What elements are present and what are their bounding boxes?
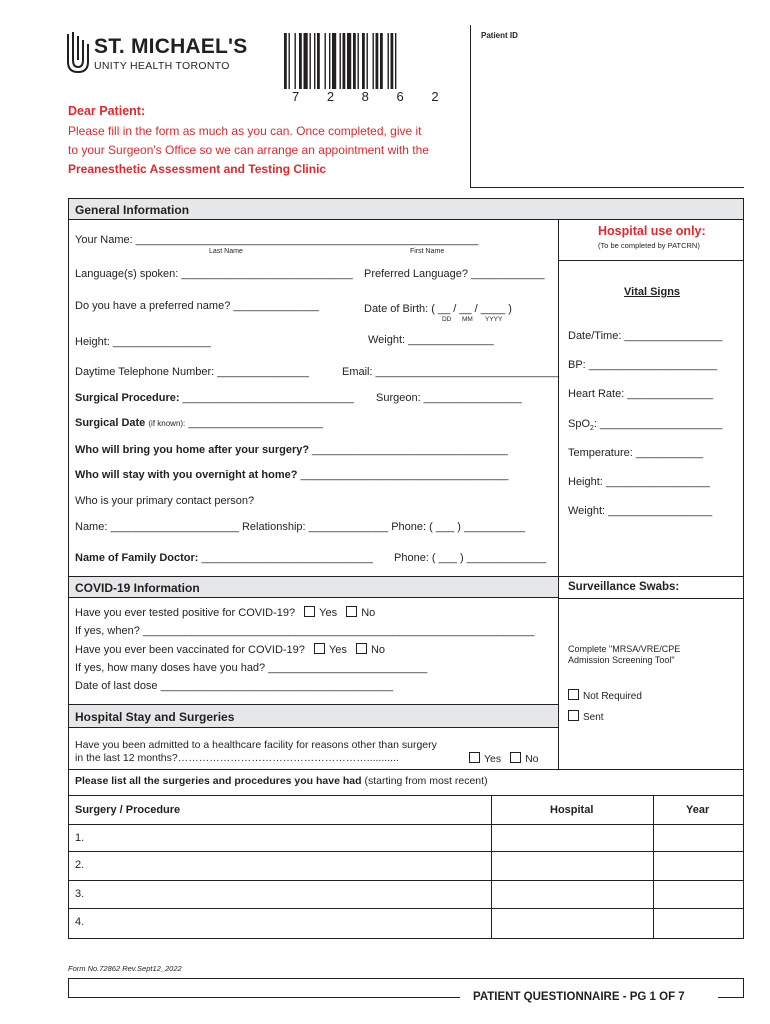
stay-header bbox=[69, 704, 558, 728]
surgeon-field[interactable]: Surgeon: ________________ bbox=[376, 392, 522, 404]
barcode bbox=[284, 33, 432, 88]
sent-checkbox[interactable] bbox=[568, 710, 579, 721]
contact-name-field[interactable]: Name: _____________________ Relationship: _____________ Phone: ( ___ ) __________ bbox=[75, 521, 526, 533]
vital-heart-rate: Heart Rate: ______________ bbox=[568, 388, 713, 400]
barcode-bar bbox=[380, 33, 383, 89]
stay-admitted-no-label: No bbox=[525, 753, 539, 765]
covid-title: COVID-19 Information bbox=[75, 581, 200, 595]
surgery-row-1[interactable]: 1. bbox=[75, 832, 85, 844]
barcode-bar bbox=[376, 33, 379, 89]
surgery-row-3[interactable]: 3. bbox=[75, 888, 85, 900]
hospital-use-title: Hospital use only: bbox=[598, 224, 706, 238]
general-info-title: General Information bbox=[75, 203, 190, 217]
surveillance-divider-2 bbox=[559, 598, 743, 599]
covid-header bbox=[69, 576, 558, 598]
height-field[interactable]: Height: ________________ bbox=[75, 336, 211, 348]
barcode-bar bbox=[325, 33, 326, 89]
stay-list-bold: Please list all the surgeries and procedures you have had bbox=[75, 775, 362, 787]
covid-tested-yes-label: Yes bbox=[319, 607, 338, 619]
covid-vaccinated-no-checkbox[interactable] bbox=[356, 643, 367, 654]
family-doctor-line: ____________________________ bbox=[201, 552, 373, 564]
intro-line-3: Preanesthetic Assessment and Testing Clinic bbox=[68, 162, 327, 176]
phone-field[interactable]: Daytime Telephone Number: _______________ bbox=[75, 366, 310, 378]
stay-admitted-2: in the last 12 months?………………………………………………........... bbox=[75, 752, 399, 764]
barcode-bar bbox=[362, 33, 365, 89]
barcode-bar bbox=[314, 33, 315, 89]
preferred-language-field[interactable]: Preferred Language? ____________ bbox=[364, 268, 545, 280]
covid-vaccinated-no-label: No bbox=[370, 644, 386, 656]
footer-bottom-right bbox=[718, 997, 744, 998]
stay-list-divider bbox=[69, 769, 743, 770]
last-name-caption: Last Name bbox=[209, 248, 243, 255]
covid-when-field[interactable]: If yes, when? ________________________________________________________________ bbox=[75, 625, 535, 637]
covid-vaccinated-row bbox=[75, 643, 385, 656]
stay-admitted-1: Have you been admitted to a healthcare facility for reasons other than surgery bbox=[75, 739, 437, 751]
intro-line-1: Please fill in the form as much as you can. Once completed, give it bbox=[68, 124, 422, 138]
covid-tested-yes-checkbox[interactable] bbox=[304, 606, 315, 617]
barcode-bar bbox=[347, 33, 351, 89]
weight-field[interactable]: Weight: ______________ bbox=[368, 334, 494, 346]
surgical-procedure-label: Surgical Procedure: bbox=[75, 392, 180, 404]
barcode-bar bbox=[329, 33, 330, 89]
not-required-label: Not Required bbox=[583, 691, 642, 702]
barcode-bar bbox=[343, 33, 346, 89]
not-required-checkbox[interactable] bbox=[568, 689, 579, 700]
surveillance-complete-1: Complete "MRSA/VRE/CPE bbox=[568, 644, 681, 654]
surgery-row-line-3 bbox=[69, 880, 743, 881]
sent-label: Sent bbox=[583, 712, 604, 723]
languages-field[interactable]: Language(s) spoken: ____________________________ bbox=[75, 268, 353, 280]
vital-spo2-label: SpO bbox=[568, 418, 591, 430]
barcode-bar bbox=[373, 33, 374, 89]
vital-signs-title: Vital Signs bbox=[624, 286, 681, 298]
stay-list-instruction bbox=[75, 775, 488, 787]
covid-vaccinated-yes-checkbox[interactable] bbox=[314, 643, 325, 654]
stay-admitted-yes-label: Yes bbox=[484, 753, 502, 765]
covid-vaccinated-question: Have you ever been vaccinated for COVID-19? bbox=[75, 644, 305, 656]
surgical-date-if-known: (if known): bbox=[148, 419, 186, 428]
vital-temperature: Temperature: ___________ bbox=[568, 447, 704, 459]
vital-weight: Weight: _________________ bbox=[568, 505, 713, 517]
primary-contact-question: Who is your primary contact person? bbox=[75, 495, 255, 507]
covid-tested-row bbox=[75, 606, 375, 619]
org-logo bbox=[66, 30, 256, 78]
patient-id-box bbox=[470, 25, 744, 188]
your-name-field[interactable]: Your Name: ________________________________________________________ bbox=[75, 234, 479, 246]
form-number: Form No.72862 Rev.Sept12_2022 bbox=[68, 964, 182, 973]
footer-page-label: PATIENT QUESTIONNAIRE - PG 1 OF 7 bbox=[473, 991, 685, 1003]
barcode-bar bbox=[391, 33, 394, 89]
stay-overnight-field[interactable] bbox=[75, 469, 509, 481]
surgical-procedure-field[interactable] bbox=[75, 392, 354, 404]
barcode-bar bbox=[289, 33, 290, 89]
stay-overnight-line: __________________________________ bbox=[300, 469, 509, 481]
surgery-row-line-4 bbox=[69, 908, 743, 909]
barcode-bar bbox=[310, 33, 311, 89]
stay-list-plain: (starting from most recent) bbox=[361, 775, 488, 787]
dob-dd: DD bbox=[442, 316, 452, 323]
sent-option[interactable] bbox=[568, 710, 604, 723]
org-sub: UNITY HEALTH TORONTO bbox=[94, 60, 230, 72]
stay-admitted-options bbox=[463, 752, 539, 765]
surgical-procedure-line: ____________________________ bbox=[182, 392, 354, 404]
barcode-bar bbox=[304, 33, 308, 89]
barcode-bar bbox=[317, 33, 320, 89]
right-column-divider bbox=[558, 220, 559, 769]
barcode-digits: 7 2 8 6 2 bbox=[292, 89, 451, 104]
dob-field[interactable]: Date of Birth: ( __ / __ / ____ ) bbox=[364, 303, 512, 315]
surgery-table-col-2 bbox=[653, 795, 654, 938]
barcode-bars bbox=[284, 33, 432, 91]
surgery-header-hospital: Hospital bbox=[550, 804, 594, 816]
surgical-date-field[interactable] bbox=[75, 417, 323, 429]
stay-title: Hospital Stay and Surgeries bbox=[75, 710, 235, 724]
vital-bp: BP: _____________________ bbox=[568, 359, 718, 371]
vital-spo2 bbox=[568, 418, 722, 432]
stay-overnight-label: Who will stay with you overnight at home? bbox=[75, 469, 298, 481]
email-field[interactable]: Email: ______________________________ bbox=[342, 366, 560, 378]
vital-spo2-sub: 2 bbox=[590, 425, 594, 433]
stay-admitted-yes-checkbox[interactable] bbox=[469, 752, 480, 763]
barcode-bar bbox=[367, 33, 368, 89]
surveillance-divider bbox=[559, 576, 743, 577]
surgical-date-label: Surgical Date bbox=[75, 417, 146, 429]
surgical-date-line: ______________________ bbox=[188, 417, 323, 429]
surgery-header-year: Year bbox=[686, 804, 710, 816]
family-doctor-label: Name of Family Doctor: bbox=[75, 552, 199, 564]
org-name: ST. MICHAEL'S bbox=[94, 35, 248, 58]
covid-tested-no-checkbox[interactable] bbox=[346, 606, 357, 617]
bring-home-field[interactable] bbox=[75, 444, 508, 456]
unity-logo-icon bbox=[66, 30, 90, 74]
covid-tested-no-label: No bbox=[361, 607, 376, 619]
surgery-table-top bbox=[69, 795, 743, 796]
bring-home-line: ________________________________ bbox=[312, 444, 508, 456]
barcode-graphic bbox=[284, 33, 432, 89]
barcode-bar bbox=[332, 33, 336, 89]
barcode-bar bbox=[284, 33, 287, 89]
barcode-bar bbox=[358, 33, 359, 89]
stay-admitted-no-checkbox[interactable] bbox=[510, 752, 521, 763]
surveillance-complete-2: Admission Screening Tool" bbox=[568, 655, 675, 665]
surgery-row-2[interactable]: 2. bbox=[75, 859, 85, 871]
general-info-header bbox=[69, 199, 743, 220]
dob-mm: MM bbox=[462, 316, 473, 323]
family-doctor-field[interactable] bbox=[75, 552, 373, 564]
preferred-name-field[interactable]: Do you have a preferred name? ______________ bbox=[75, 300, 320, 312]
patient-id-label: Patient ID bbox=[481, 31, 518, 40]
hospital-use-divider bbox=[559, 260, 743, 261]
covid-doses-field[interactable]: If yes, how many doses have you had? __________________________ bbox=[75, 662, 428, 674]
barcode-bar bbox=[299, 33, 302, 89]
surgery-row-line-1 bbox=[69, 824, 743, 825]
vital-height: Height: _________________ bbox=[568, 476, 710, 488]
covid-vaccinated-yes-label: Yes bbox=[328, 644, 347, 656]
barcode-bar bbox=[340, 33, 341, 89]
surgery-table-col-1 bbox=[491, 795, 492, 938]
barcode-bar bbox=[388, 33, 389, 89]
family-doctor-phone-field[interactable]: Phone: ( ___ ) _____________ bbox=[394, 552, 547, 564]
intro-line-2: to your Surgeon's Office so we can arrange an appointment with the bbox=[68, 143, 429, 157]
barcode-bar bbox=[295, 33, 296, 89]
not-required-option[interactable] bbox=[568, 689, 642, 702]
surgery-row-line-2 bbox=[69, 851, 743, 852]
vital-date-time: Date/Time: ________________ bbox=[568, 330, 723, 342]
footer-bottom-left bbox=[68, 997, 460, 998]
barcode-bar bbox=[395, 33, 396, 89]
dob-yyyy: YYYY bbox=[485, 316, 503, 323]
surgery-header-procedure: Surgery / Procedure bbox=[75, 804, 181, 816]
barcode-bar bbox=[353, 33, 356, 89]
covid-tested-question: Have you ever tested positive for COVID-19? bbox=[75, 607, 296, 619]
first-name-caption: First Name bbox=[410, 248, 445, 255]
surgery-row-4[interactable]: 4. bbox=[75, 916, 85, 928]
vital-spo2-line: : ____________________ bbox=[593, 418, 723, 430]
dear-patient: Dear Patient: bbox=[68, 104, 146, 118]
hospital-use-sub: (To be completed by PATCRN) bbox=[598, 241, 700, 250]
bring-home-label: Who will bring you home after your surgery? bbox=[75, 444, 310, 456]
covid-last-dose-field[interactable]: Date of last dose ______________________________________ bbox=[75, 680, 394, 692]
surveillance-title: Surveillance Swabs: bbox=[568, 581, 680, 593]
